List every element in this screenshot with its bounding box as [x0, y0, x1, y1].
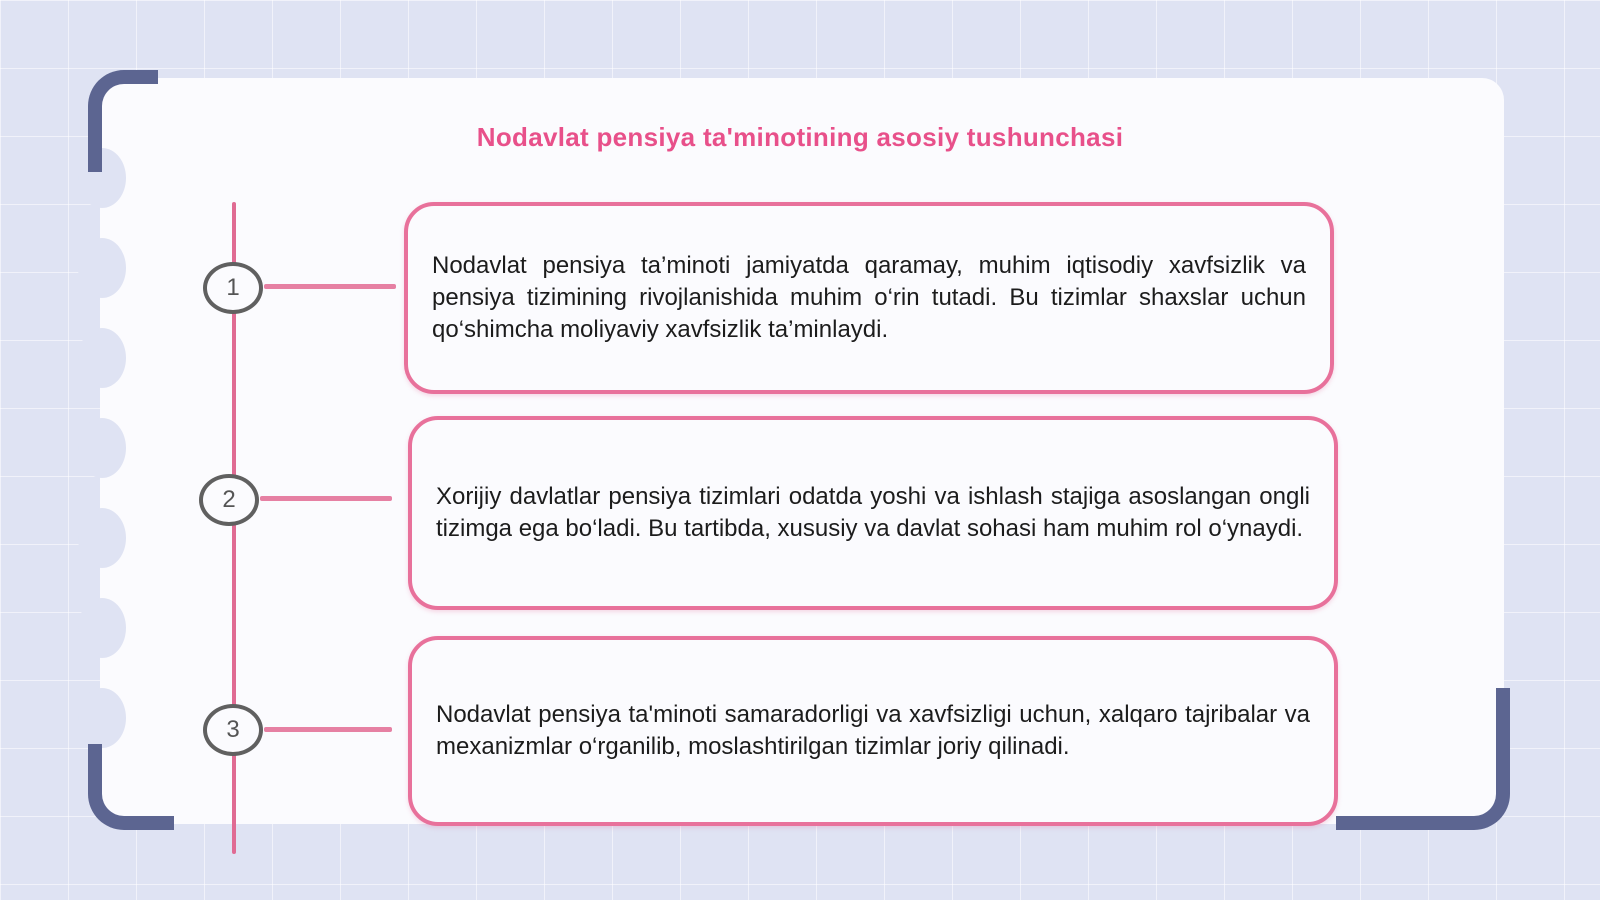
- step-number-badge: 3: [203, 704, 263, 756]
- page-title: Nodavlat pensiya ta'minotining asosiy tushunchasi: [476, 122, 1124, 152]
- corner-bracket-bottom-left: [88, 744, 174, 830]
- corner-bracket-bottom-right: [1336, 688, 1510, 830]
- binder-hole: [78, 328, 126, 388]
- corner-bracket-top-left: [88, 70, 158, 172]
- step-number-badge: 1: [203, 262, 263, 314]
- info-card: [404, 202, 1334, 394]
- binder-hole: [78, 508, 126, 568]
- binder-hole: [78, 598, 126, 658]
- binder-hole: [78, 238, 126, 298]
- info-card-text: Nodavlat pensiya ta’minoti jamiyatda qaramay, muhim iqtisodiy xavfsizlik va pensiya tizimining rivojlanishida muhim o‘rin tutadi. Bu tizimlar shaxslar uchun qo‘shimcha moliyaviy xavfsizlik ta’minlaydi.: [432, 252, 1306, 343]
- info-card-text: Xorijiy davlatlar pensiya tizimlari odatda yoshi va ishlash stajiga asoslangan ongli tizimga ega bo‘ladi. Bu tartibda, xususiy va davlat sohasi ham muhim rol o‘ynaydi.: [436, 483, 1310, 542]
- timeline-connector: [264, 284, 396, 289]
- binder-hole: [78, 418, 126, 478]
- info-card-text: Nodavlat pensiya ta'minoti samaradorligi va xavfsizligi uchun, xalqaro tajribalar va mexanizmlar o‘rganilib, moslashtirilgan tizimlar joriy qilinadi.: [436, 701, 1310, 760]
- info-card: [408, 416, 1338, 610]
- step-number-badge: 2: [199, 474, 259, 526]
- info-card: [408, 636, 1338, 826]
- binder-hole: [78, 688, 126, 748]
- timeline-connector: [260, 496, 392, 501]
- timeline-connector: [264, 727, 392, 732]
